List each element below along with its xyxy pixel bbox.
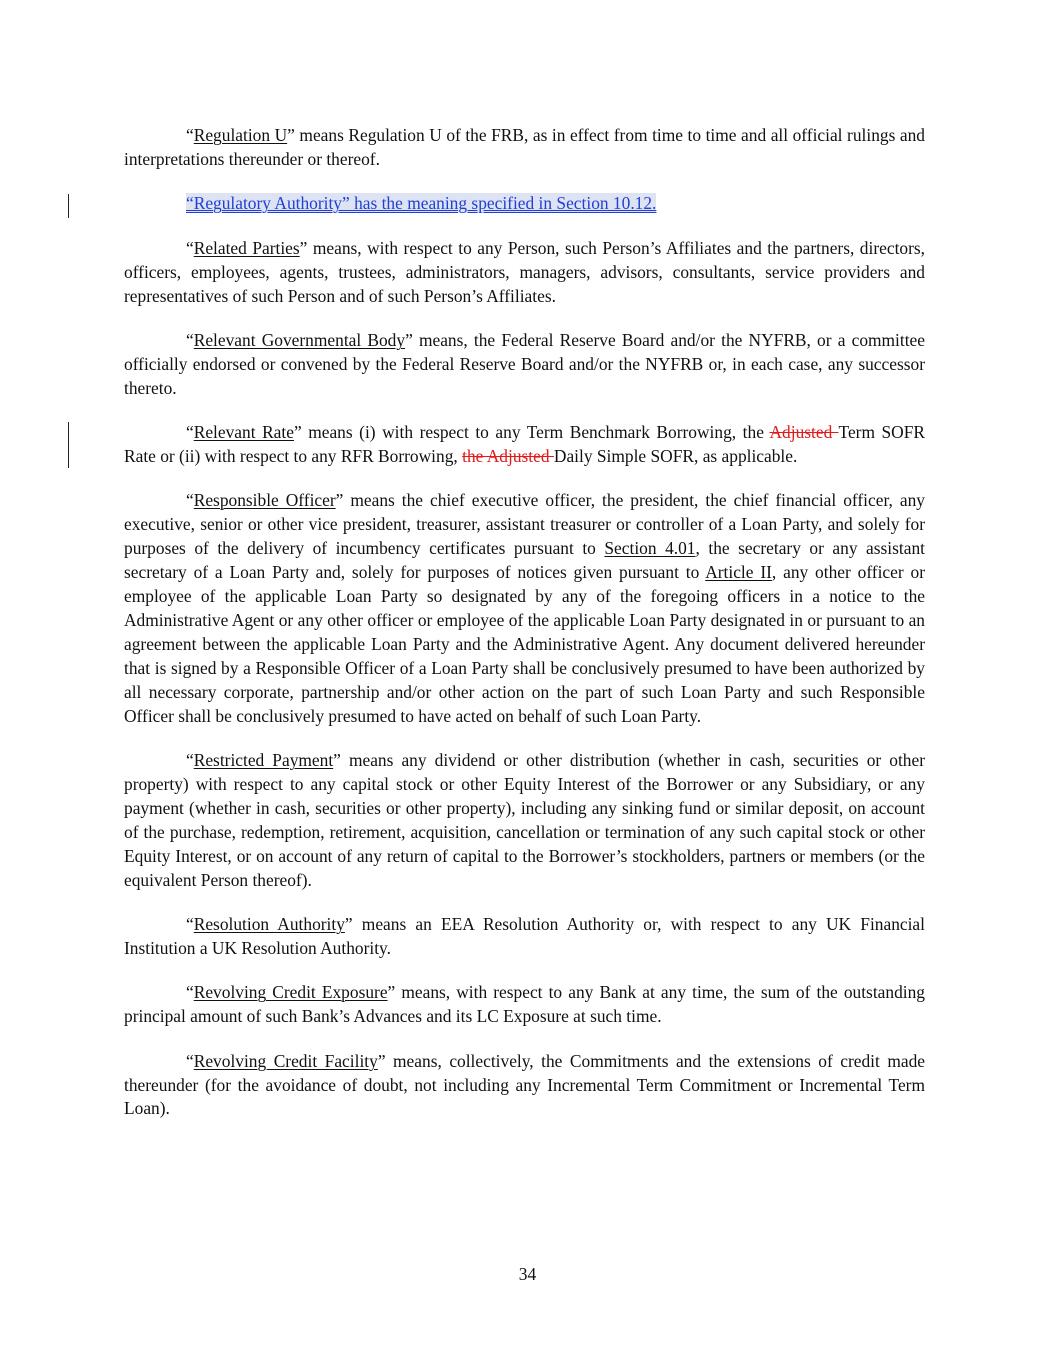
definition-relevant-governmental-body: “Relevant Governmental Body” means, the Federal Reserve Board and/or the NYFRB, or a committee officially endorsed or convened by the Federal Reserve Board and/or the NYFRB or, in each case, any successor thereto. — [124, 329, 925, 398]
page-number: 34 — [518, 1264, 537, 1284]
defined-term: Relevant Governmental Body — [193, 329, 406, 350]
inserted-text: “Regulatory Authority” has the meaning specified in Section 10.12. — [186, 193, 657, 214]
definition-restricted-payment: “Restricted Payment” means any dividend or other distribution (whether in cash, securities or other property) with respect to any capital stock or other Equity Interest of the Borrower or any Subsidiary, or any payment (whether in cash, securities or other property), including any sinking fund or similar deposit, on account of the purchase, redemption, retirement, acquisition, cancellation or termination of any such capital stock or other Equity Interest, or on account of any return of capital to the Borrower’s stockholders, partners or members (or the equivalent Person thereof). — [124, 750, 925, 890]
definition-regulation-u: “Regulation U” means Regulation U of the FRB, as in effect from time to time and all official rulings and interpretations thereunder or thereof. — [124, 125, 925, 169]
defined-term: Restricted Payment — [193, 750, 334, 771]
document-page — [124, 124, 925, 1142]
definition-regulatory-authority — [124, 192, 925, 216]
definition-relevant-rate: “Relevant Rate” means (i) with respect to any Term Benchmark Borrowing, the Adjusted Term SOFR Rate or (ii) with respect to any RFR Borrowing, the Adjusted Daily Simple SOFR, as applicable. — [124, 422, 926, 467]
defined-term: Revolving Credit Exposure — [193, 982, 388, 1003]
definition-revolving-credit-exposure: “Revolving Credit Exposure” means, with respect to any Bank at any time, the sum of the outstanding principal amount of such Bank’s Advances and its LC Exposure at such time. — [124, 982, 925, 1027]
defined-term: Resolution Authority — [193, 913, 345, 934]
defined-term: Revolving Credit Facility — [193, 1050, 378, 1071]
definition-related-parties: “Related Parties” means, with respect to any Person, such Person’s Affiliates and the partners, directors, officers, employees, agents, trustees, administrators, managers, advisors, consultants, service providers and representatives of such Person and of such Person’s Affiliates. — [124, 237, 925, 306]
definition-resolution-authority: “Resolution Authority” means an EEA Resolution Authority or, with respect to any UK Financial Institution a UK Resolution Authority. — [124, 913, 925, 958]
change-bar-relevant-rate — [68, 422, 69, 468]
defined-term: Relevant Rate — [193, 422, 294, 443]
definition-revolving-credit-facility: “Revolving Credit Facility” means, collectively, the Commitments and the extensions of credit made thereunder (for the avoidance of doubt, not including any Incremental Term Commitment or Incremental Term Loan). — [124, 1050, 925, 1119]
change-bar-regulatory-authority — [68, 194, 69, 218]
definition-responsible-officer: “Responsible Officer” means the chief executive officer, the president, the chief financial officer, any executive, senior or other vice president, treasurer, assistant treasurer or controller of a Loan Party, and solely for purposes of the delivery of incumbency certificates pursuant to Section 4.01, the secretary or any assistant secretary of a Loan Party and, solely for purposes of notices given pursuant to Article II, any other officer or employee of the applicable Loan Party so designated by any of the foregoing officers in a notice to the Administrative Agent or any other officer or employee of the applicable Loan Party designated in or pursuant to an agreement between the applicable Loan Party and the Administrative Agent. Any document delivered hereunder that is signed by a Responsible Officer of a Loan Party shall be conclusively presumed to have been authorized by all necessary corporate, partnership and/or other action on the part of such Loan Party and such Responsible Officer shall be conclusively presumed to have acted on behalf of such Loan Party. — [124, 490, 925, 726]
cross-reference-article: Article II — [705, 562, 772, 583]
deleted-text: the Adjusted — [462, 446, 554, 467]
cross-reference-section: Section 4.01 — [604, 538, 696, 559]
defined-term: Regulation U — [193, 125, 288, 145]
deleted-text: Adjusted — [769, 422, 839, 443]
defined-term: Responsible Officer — [193, 490, 336, 511]
defined-term: Related Parties — [193, 237, 300, 258]
